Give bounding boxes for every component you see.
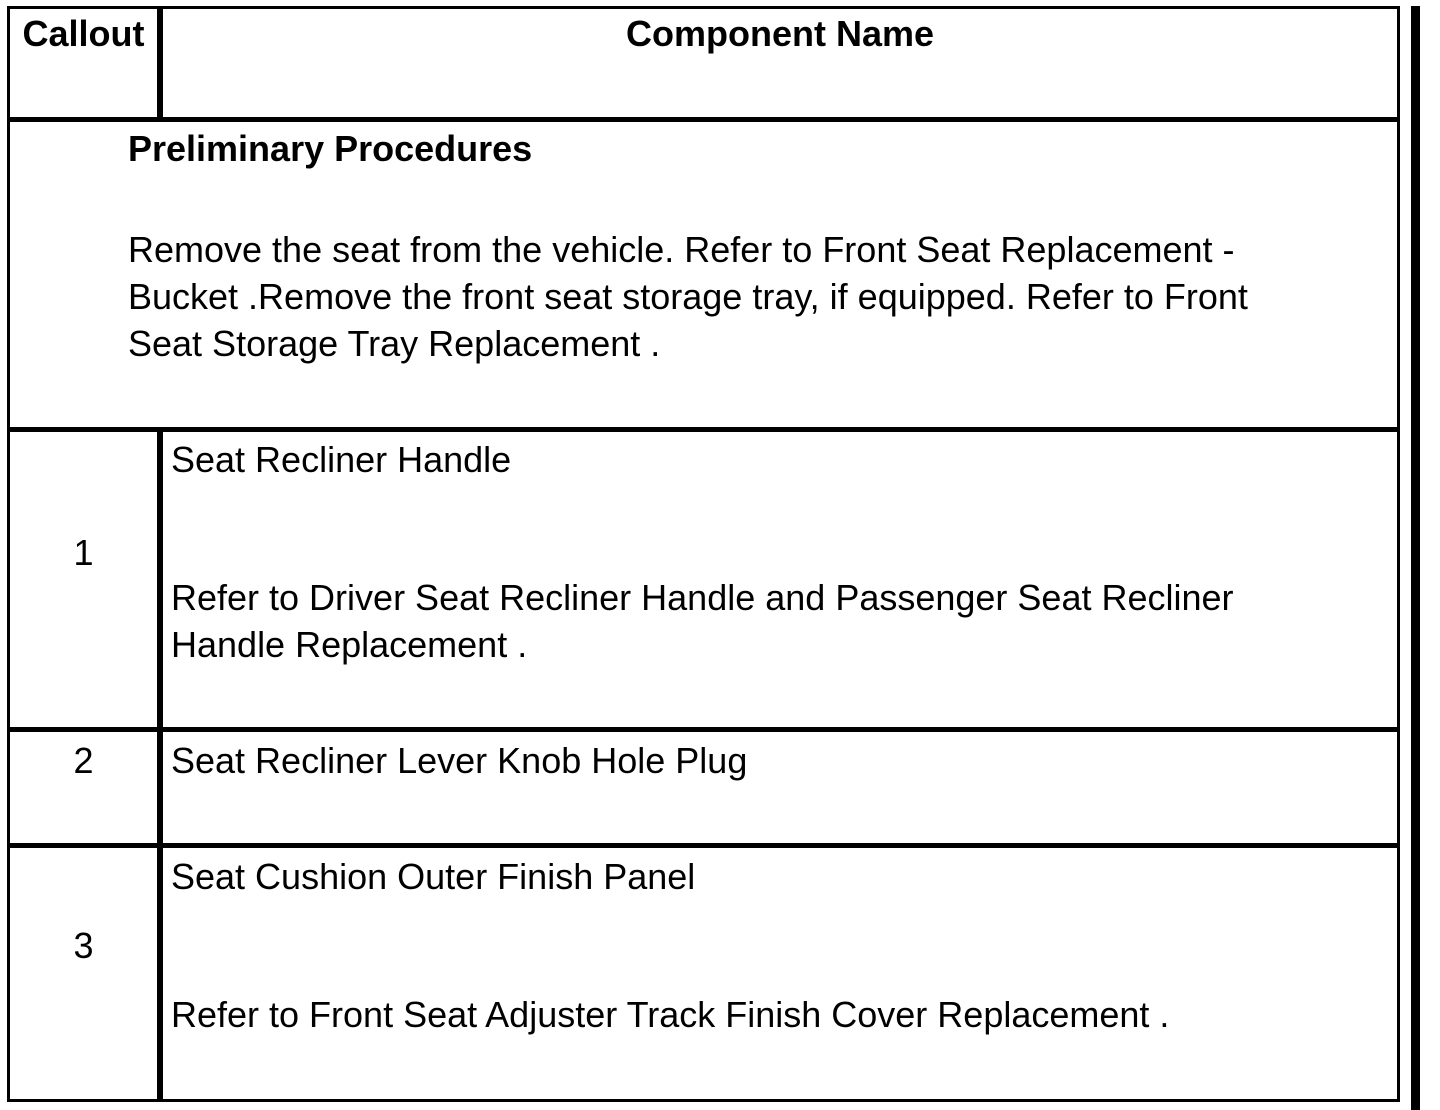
preliminary-procedures-title: Preliminary Procedures [128,128,533,169]
callout-number: 1 [73,532,94,573]
component-name: Seat Recliner Lever Knob Hole Plug [171,740,748,781]
preliminary-divider [7,427,1400,432]
callout-number: 2 [73,740,94,781]
component-note-line: Refer to Front Seat Adjuster Track Finish Cover Replacement . [171,994,1170,1035]
preliminary-line: Remove the seat from the vehicle. Refer to Front Seat Replacement - [128,229,1235,270]
header-divider [7,117,1400,122]
component-note-line: Refer to Driver Seat Recliner Handle and Passenger Seat Recliner [171,577,1234,618]
callout-column-header: Callout [22,13,145,54]
component-name: Seat Cushion Outer Finish Panel [171,856,696,897]
row-2-divider [7,843,1400,848]
row-1-divider [7,727,1400,732]
callout-number: 3 [73,925,94,966]
preliminary-line: Seat Storage Tray Replacement . [128,323,661,364]
component-name-column-header: Component Name [625,13,935,54]
preliminary-line: Bucket .Remove the front seat storage tray, if equipped. Refer to Front [128,276,1248,317]
body-column-divider [157,427,163,1102]
page-edge-bar [1411,6,1420,1110]
component-name: Seat Recliner Handle [171,439,512,480]
component-note-line: Handle Replacement . [171,624,528,665]
